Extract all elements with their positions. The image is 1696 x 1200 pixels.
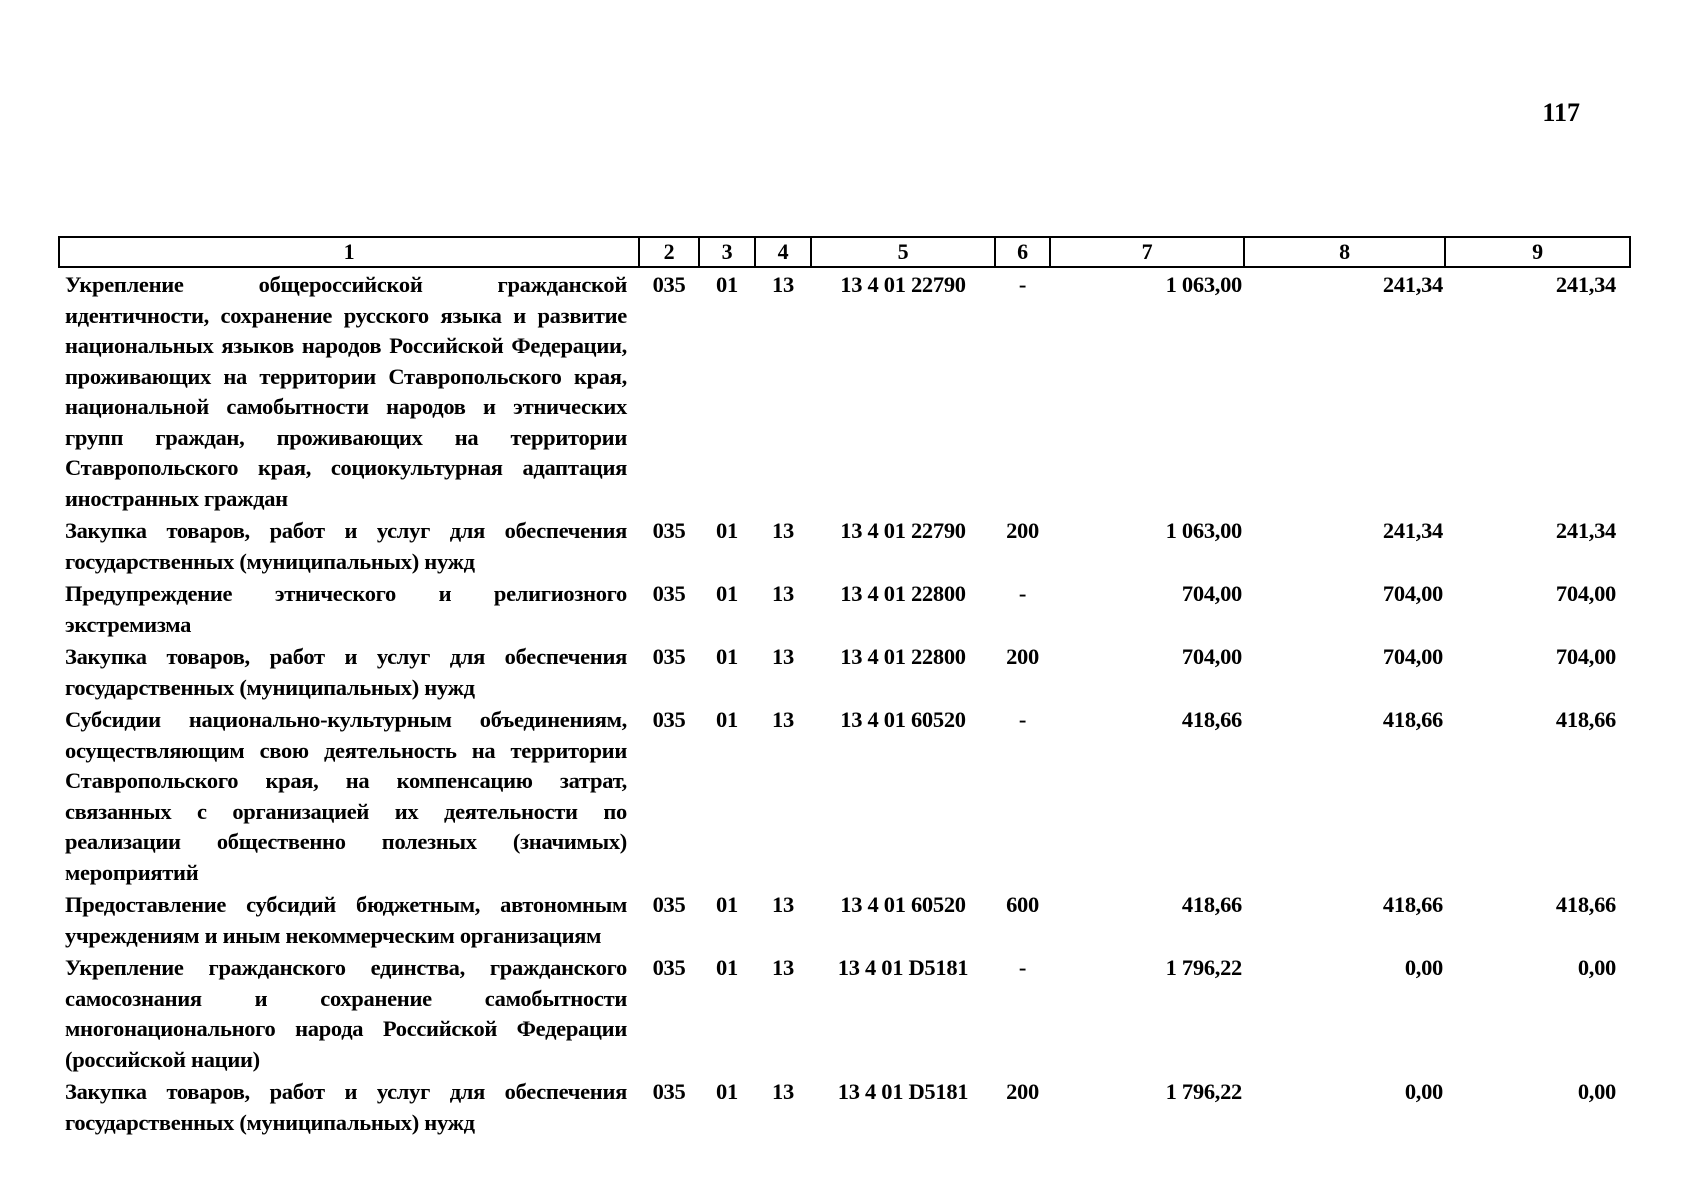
section-code: 01: [716, 518, 738, 543]
amount-col-8: 0,00: [1404, 955, 1443, 980]
amount-col-8: 418,66: [1382, 892, 1443, 917]
section-code: 01: [716, 1079, 738, 1104]
row-name: Закупка товаров, работ и услуг для обеспечения государственных (муниципальных) нужд: [65, 1079, 627, 1135]
column-header: 7: [1050, 237, 1244, 267]
row-name: Субсидии национально-культурным объединениям, осуществляющим свою деятельность на территории Ставропольского края, на компенсацию затрат, связанных с организацией их деятельности по реализации общественно полезных (значимых) мероприятий: [65, 707, 627, 885]
target-article-code: 13 4 01 22790: [840, 272, 966, 297]
amount-col-9: 241,34: [1555, 272, 1616, 297]
row-name: Предупреждение этнического и религиозного экстремизма: [65, 581, 627, 637]
amount-col-9: 704,00: [1555, 581, 1616, 606]
amount-col-8: 704,00: [1382, 581, 1443, 606]
amount-col-8: 418,66: [1382, 707, 1443, 732]
section-code: 01: [716, 644, 738, 669]
amount-col-8: 0,00: [1404, 1079, 1443, 1104]
table-row: [59, 577, 1630, 640]
subsection-code: 13: [772, 707, 794, 732]
subsection-code: 13: [772, 955, 794, 980]
row-name: Укрепление гражданского единства, гражданского самосознания и сохранение самобытности многонационального народа Российской Федерации (российской нации): [65, 955, 627, 1072]
expense-type-code: -: [1018, 272, 1027, 297]
section-code: 01: [716, 707, 738, 732]
amount-col-7: 1 063,00: [1165, 272, 1242, 297]
target-article-code: 13 4 01 60520: [840, 707, 966, 732]
amount-col-7: 1 796,22: [1165, 1079, 1242, 1104]
amount-col-7: 1 796,22: [1165, 955, 1242, 980]
expense-type-code: 200: [1006, 644, 1039, 669]
target-article-code: 13 4 01 D5181: [837, 1079, 969, 1104]
table-row: [59, 703, 1630, 888]
expense-type-code: -: [1018, 955, 1027, 980]
amount-col-8: 704,00: [1382, 644, 1443, 669]
column-header: 1: [59, 237, 639, 267]
subsection-code: 13: [772, 1079, 794, 1104]
amount-col-8: 241,34: [1382, 518, 1443, 543]
row-name: Закупка товаров, работ и услуг для обеспечения государственных (муниципальных) нужд: [65, 644, 627, 700]
budget-table: [58, 236, 1631, 1138]
target-article-code: 13 4 01 D5181: [837, 955, 969, 980]
subsection-code: 13: [772, 272, 794, 297]
target-article-code: 13 4 01 22800: [840, 644, 966, 669]
subsection-code: 13: [772, 518, 794, 543]
row-name: Предоставление субсидий бюджетным, автономным учреждениям и иным некоммерческим организациям: [65, 892, 627, 948]
amount-col-9: 704,00: [1555, 644, 1616, 669]
column-header: 9: [1445, 237, 1630, 267]
page-number: 117: [1542, 98, 1580, 127]
expense-type-code: 600: [1006, 892, 1039, 917]
column-header: 8: [1244, 237, 1445, 267]
amount-col-7: 704,00: [1181, 644, 1242, 669]
admin-code: 035: [652, 644, 686, 669]
subsection-code: 13: [772, 581, 794, 606]
expense-type-code: -: [1018, 707, 1027, 732]
table-row: [59, 951, 1630, 1075]
table-row: [59, 514, 1630, 577]
column-header: 5: [811, 237, 995, 267]
column-header: 4: [755, 237, 811, 267]
section-code: 01: [716, 272, 738, 297]
target-article-code: 13 4 01 60520: [840, 892, 966, 917]
section-code: 01: [716, 581, 738, 606]
admin-code: 035: [652, 518, 686, 543]
section-code: 01: [716, 955, 738, 980]
target-article-code: 13 4 01 22790: [840, 518, 966, 543]
table-row: [59, 640, 1630, 703]
expense-type-code: 200: [1006, 1079, 1039, 1104]
admin-code: 035: [652, 707, 686, 732]
amount-col-7: 1 063,00: [1165, 518, 1242, 543]
admin-code: 035: [652, 1079, 686, 1104]
amount-col-7: 418,66: [1181, 892, 1242, 917]
column-header: 3: [699, 237, 755, 267]
column-header: 2: [639, 237, 699, 267]
table-row: [59, 267, 1630, 514]
admin-code: 035: [652, 581, 686, 606]
amount-col-9: 418,66: [1555, 892, 1616, 917]
expense-type-code: -: [1018, 581, 1027, 606]
amount-col-8: 241,34: [1382, 272, 1443, 297]
amount-col-9: 0,00: [1577, 1079, 1616, 1104]
column-header: 6: [995, 237, 1050, 267]
amount-col-7: 418,66: [1181, 707, 1242, 732]
amount-col-7: 704,00: [1181, 581, 1242, 606]
admin-code: 035: [652, 955, 686, 980]
subsection-code: 13: [772, 892, 794, 917]
target-article-code: 13 4 01 22800: [840, 581, 966, 606]
table-header-row: [59, 237, 1630, 267]
amount-col-9: 0,00: [1577, 955, 1616, 980]
admin-code: 035: [652, 892, 686, 917]
table-row: [59, 1075, 1630, 1138]
table-row: [59, 888, 1630, 951]
row-name: Укрепление общероссийской гражданской идентичности, сохранение русского языка и развитие национальных языков народов Российской Федерации, проживающих на территории Ставропольского края, национальной самобытности народов и этнических групп граждан, проживающих на территории Ставропольского края, социокультурная адаптация иностранных граждан: [65, 272, 627, 511]
section-code: 01: [716, 892, 738, 917]
row-name: Закупка товаров, работ и услуг для обеспечения государственных (муниципальных) нужд: [65, 518, 627, 574]
amount-col-9: 241,34: [1555, 518, 1616, 543]
expense-type-code: 200: [1006, 518, 1039, 543]
admin-code: 035: [652, 272, 686, 297]
subsection-code: 13: [772, 644, 794, 669]
amount-col-9: 418,66: [1555, 707, 1616, 732]
